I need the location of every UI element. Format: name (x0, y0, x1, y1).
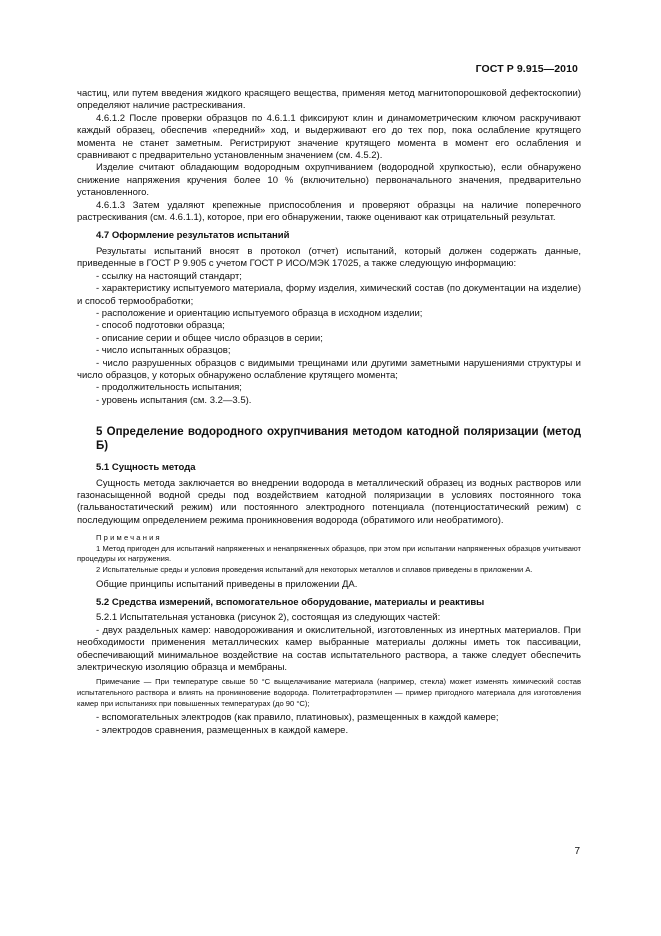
paragraph: Общие принципы испытаний приведены в приложении ДА. (96, 578, 358, 590)
list-item: - описание серии и общее число образцов в серии; (96, 332, 323, 344)
paragraph: Сущность метода заключается во внедрении водорода в металлический образец из водных растворов или газонасыщенной водной среды под воздействием катодной поляризации в условиях постоянного тока (гальваностатический режим) или постоянного электродного потенциала (потенциостатический режим) с последующим определением режима проникновения водорода (обратимого или необратимого). (77, 477, 581, 526)
list-item: - продолжительность испытания; (96, 382, 242, 394)
list-item: - ссылку на настоящий стандарт; (96, 270, 242, 282)
heading-5-1: 5.1 Сущность метода (96, 462, 196, 474)
heading-4-7: 4.7 Оформление результатов испытаний (96, 230, 290, 242)
list-item: - число разрушенных образцов с видимыми трещинами или другими заметными нарушениями структуры и число образцов, у которых обнаружено ослабление крутящего момента; (77, 357, 581, 381)
list-item: - число испытанных образцов; (96, 345, 231, 357)
document-body (77, 88, 581, 737)
clause-4-6-1-3: 4.6.1.3 Затем удаляют крепежные приспособления и проверяют образцы на наличие поперечного растрескивания (см. 4.6.1.1), которое, при его обнаружении, также оценивают как отрицательный результат. (77, 199, 581, 224)
clause-4-6-1-2: 4.6.1.2 После проверки образцов по 4.6.1.1 фиксируют клин и динамометрическим ключом раскручивают каждый образец, обеспечив «передний» ход, и выдерживают его до тех пор, пока ослабление крутящего момента не станет заметным. Регистрируют значение крутящего момента в момент его ослабления и сравнивают с предварительно установленным значением (см. 4.5.2). (77, 112, 581, 162)
heading-section-5: 5 Определение водородного охрупчивания методом катодной поляризации (метод Б) (96, 426, 581, 453)
notes-title: Примечания (96, 533, 162, 543)
list-item: - электродов сравнения, размещенных в каждой камере. (96, 724, 349, 736)
list-item: - расположение и ориентацию испытуемого образца в исходном изделии; (96, 307, 423, 319)
list-item: - двух раздельных камер: наводороживания и окислительной, изготовленных из инертных материалов. При необходимости применения металлических камер выбранные материалы должны иметь ток пассивации, обеспечивающий минимальное воздействие на состав испытательного раствора, а также следует обеспечить электрическую изоляцию образца и мембраны. (77, 624, 581, 673)
note-item: 1 Метод пригоден для испытаний напряженных и ненапряженных образцов, при этом при испытании напряженных образцов учитывают процедуры их нагружения. (77, 543, 581, 564)
paragraph: Изделие считают обладающим водородным охрупчиванием (водородной хрупкостью), если обнаружено снижение напряжения кручения более 10 % (включительно) первоначального значения, предварительно установленного. (77, 162, 581, 199)
paragraph: Результаты испытаний вносят в протокол (отчет) испытаний, который должен содержать данные, приведенные в ГОСТ Р 9.905 с учетом ГОСТ Р ИСО/МЭК 17025, а также следующую информацию: (77, 245, 581, 270)
note-item: Примечание — При температуре свыше 50 °С выщелачивание материала (например, стекла) может изменять химический состав испытательного раствора и влиять на проникновение водорода. Политетрафторэтилен — пример пригодного материала для изготовления камер при испытаниях при повышенных температурах (до 90 °С); (77, 677, 581, 708)
document-header: ГОСТ Р 9.915—2010 (475, 63, 578, 75)
clause-5-2-1: 5.2.1 Испытательная установка (рисунок 2), состоящая из следующих частей: (96, 612, 441, 624)
page-number: 7 (574, 846, 580, 857)
list-item: - уровень испытания (см. 3.2—3.5). (96, 394, 252, 406)
list-item: - характеристику испытуемого материала, форму изделия, химический состав (по документации на изделие) и способ термообработки; (77, 283, 581, 307)
heading-5-2: 5.2 Средства измерений, вспомогательное оборудование, материалы и реактивы (96, 596, 485, 608)
note-item: 2 Испытательные среды и условия проведения испытаний для некоторых металлов и сплавов приведены в приложении А. (96, 564, 533, 574)
list-item: - вспомогательных электродов (как правило, платиновых), размещенных в каждой камере; (96, 712, 499, 724)
paragraph: частиц, или путем введения жидкого красящего вещества, применяя метод магнитопорошковой дефектоскопии) определяют наличие растрескивания. (77, 88, 581, 112)
list-item: - способ подготовки образца; (96, 320, 225, 332)
